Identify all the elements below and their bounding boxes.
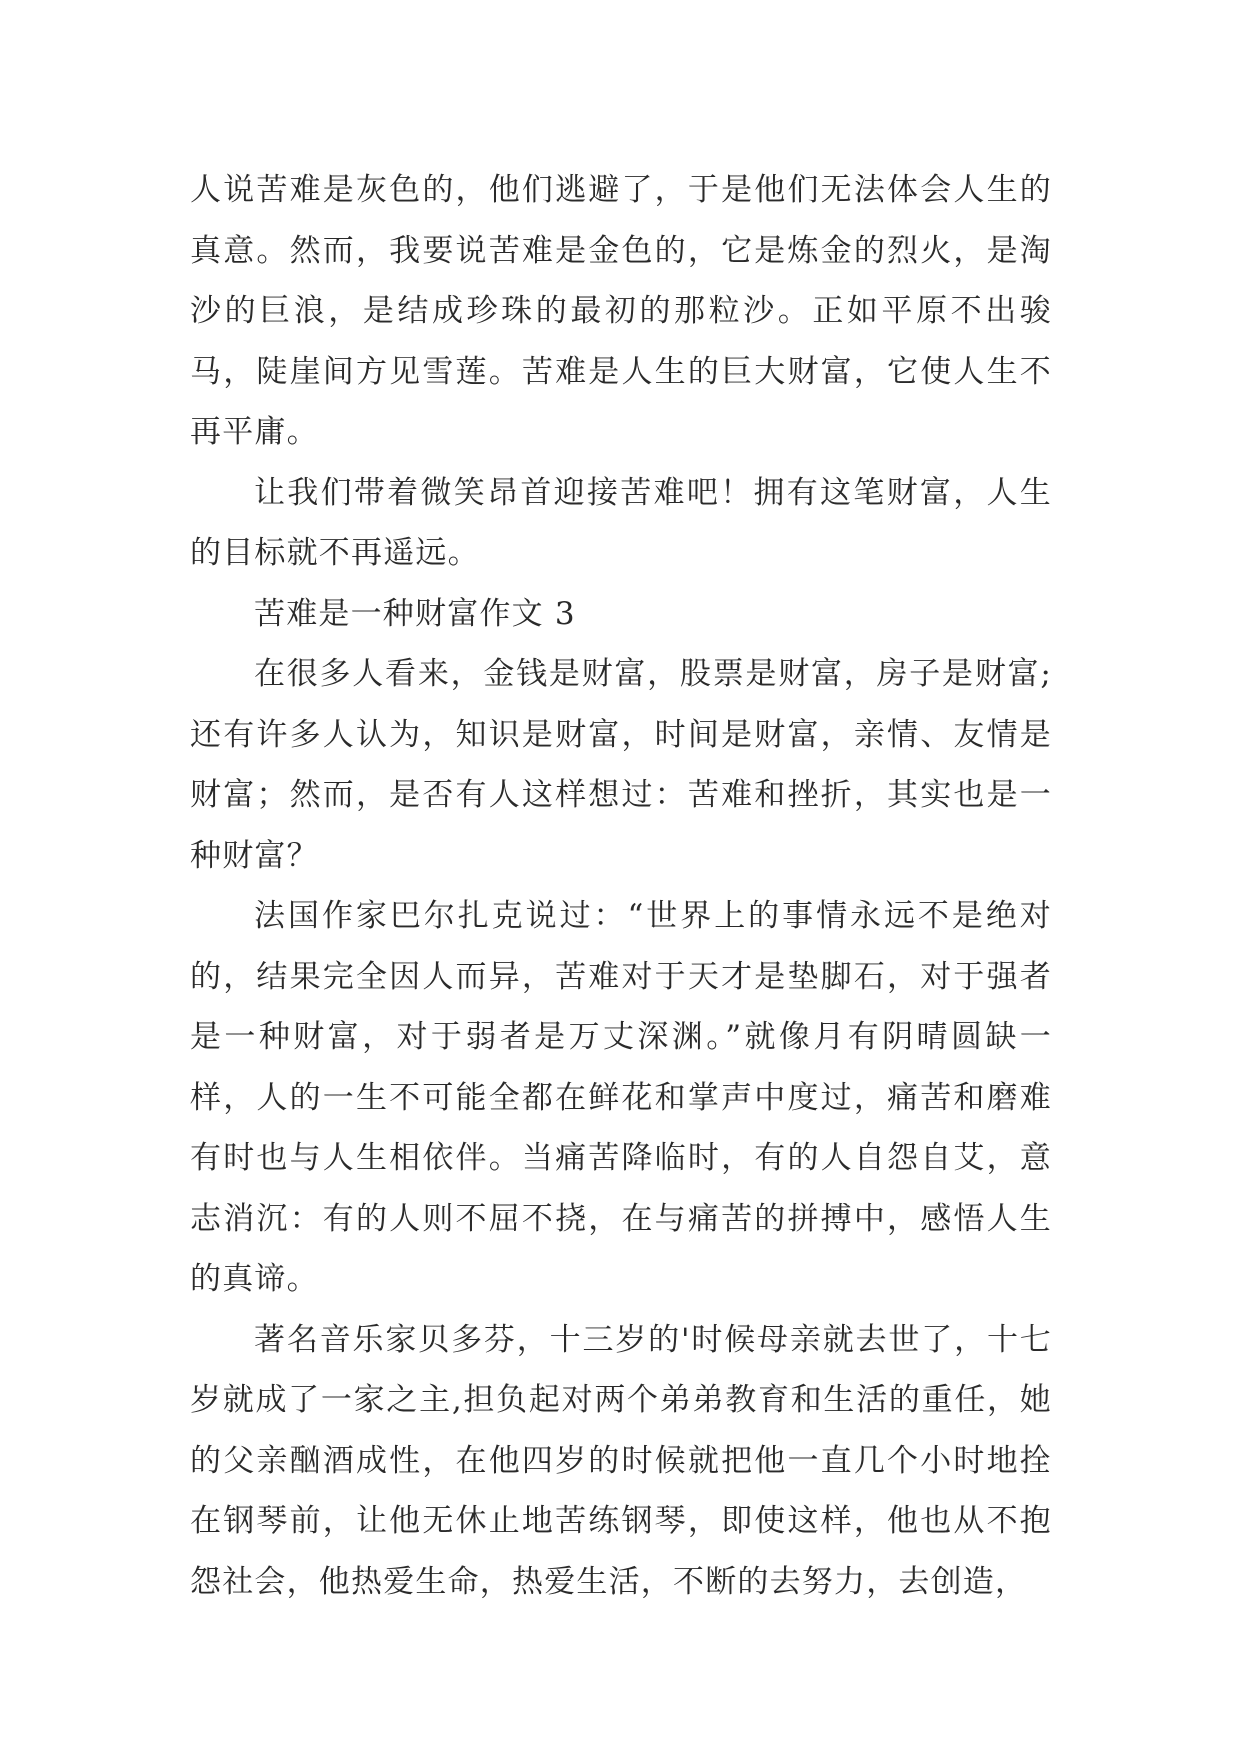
- paragraph-2: 让我们带着微笑昂首迎接苦难吧！拥有这笔财富，人生的目标就不再遥远。: [190, 474, 1052, 571]
- paragraph-5: 著名音乐家贝多芬，十三岁的'时候母亲就去世了，十七岁就成了一家之主,担负起对两个弟弟教育和生活的重任，她的父亲酗酒成性，在他四岁的时候就把他一直几个小时地拴在钢琴前，让他无休止地苦练钢琴，即使这样，他也从不抱怨社会，他热爱生命，热爱生活，不断的去努力，去创造，: [190, 1321, 1052, 1600]
- paragraph-1: 人说苦难是灰色的，他们逃避了，于是他们无法体会人生的真意。然而，我要说苦难是金色的，它是炼金的烈火，是淘沙的巨浪，是结成珍珠的最初的那粒沙。正如平原不出骏马，陡崖间方见雪莲。苦难是人生的巨大财富，它使人生不再平庸。: [190, 172, 1052, 450]
- document-body: [190, 160, 1052, 1612]
- section-heading: 苦难是一种财富作文 3: [254, 595, 576, 632]
- paragraph-3: 在很多人看来，金钱是财富，股票是财富，房子是财富;还有许多人认为，知识是财富，时间是财富，亲情、友情是财富；然而，是否有人这样想过：苦难和挫折，其实也是一种财富？: [190, 656, 1052, 874]
- paragraph-4: 法国作家巴尔扎克说过：“世界上的事情永远不是绝对的，结果完全因人而异，苦难对于天才是垫脚石，对于强者是一种财富，对于弱者是万丈深渊。”就像月有阴晴圆缺一样，人的一生不可能全都在鲜花和掌声中度过，痛苦和磨难有时也与人生相依伴。当痛苦降临时，有的人自怨自艾，意志消沉：有的人则不屈不挠，在与痛苦的拼搏中，感悟人生的真谛。: [190, 898, 1052, 1297]
